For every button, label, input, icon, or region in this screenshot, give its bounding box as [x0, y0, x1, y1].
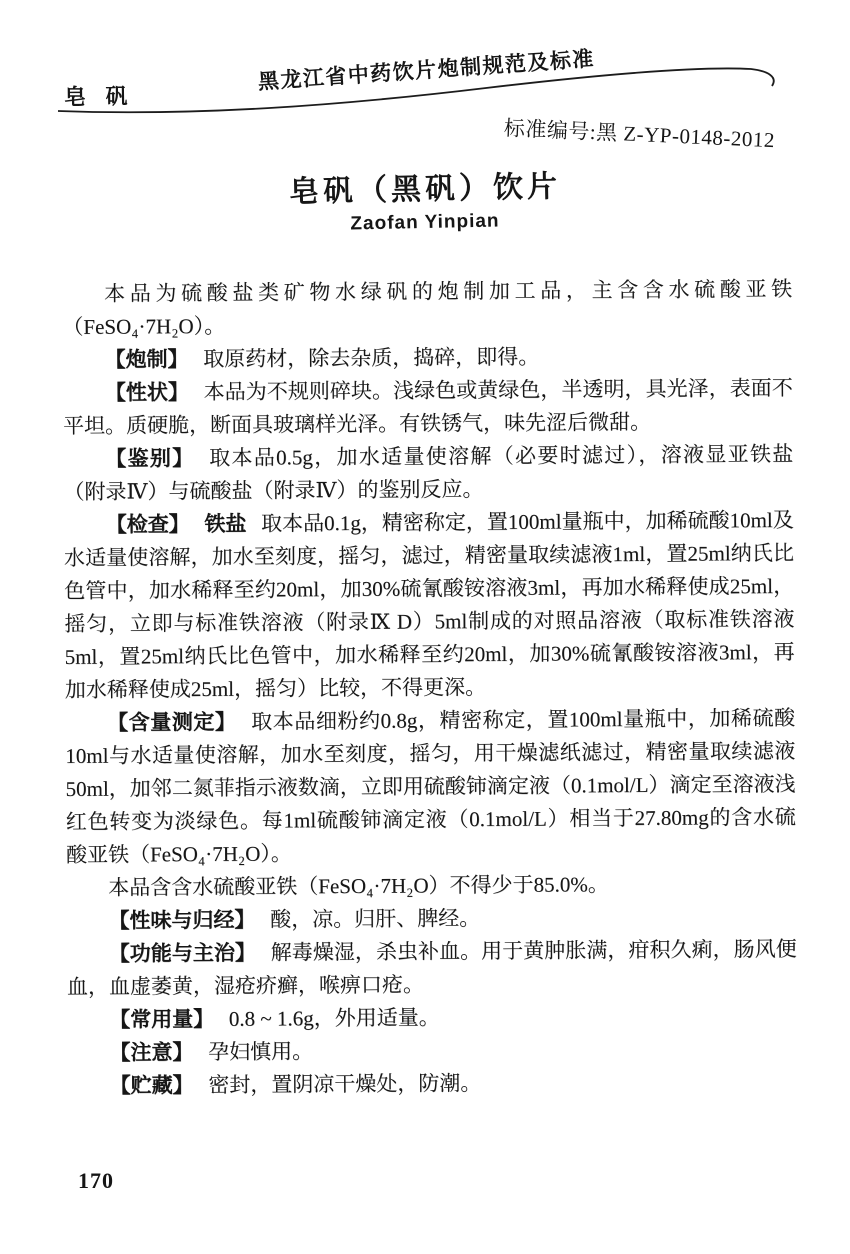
section-xingwei-guijing — [66, 900, 796, 938]
section-label-gongneng-zhuzhi: 【功能与主治】 — [108, 940, 257, 966]
content-limit-text: 本品含含水硫酸亚铁（FeSO₄·7H₂O）不得少于85.0%。 — [108, 872, 609, 900]
running-head-book-title: 黑龙江省中药饮片炮制规范及标准 — [257, 46, 596, 94]
section-label-zhucang: 【贮藏】 — [109, 1073, 194, 1098]
section-gongneng-zhuzhi — [67, 933, 797, 1004]
section-text-jiancha: 取本品0.1g，精密称定，置100ml量瓶中，加稀硫酸10ml及水适量使溶解，加水至刻度，摇匀，滤过，精密量取续滤液1ml，置25ml纳氏比色管中，加水稀释至约20ml，加30%硫氰酸铵溶液3ml，再加水稀释使成25ml，摇匀，立即与标准铁溶液（附录Ⅸ D）5ml制成的对照品溶液（取标准铁溶液5ml，置25ml纳氏比色管中，加水稀释至约20ml，加30%硫氰酸铵溶液3ml，再加水稀释使成25ml，摇匀）比较，不得更深。 — [63, 507, 795, 702]
section-label-hanliang-ceding: 【含量测定】 — [107, 709, 237, 735]
section-label-jianbie: 【鉴别】 — [105, 446, 195, 471]
section-changyongliang — [67, 999, 797, 1037]
section-label-xingzhuang: 【性状】 — [104, 380, 190, 405]
section-label-changyongliang: 【常用量】 — [109, 1006, 215, 1032]
section-jiancha — [64, 504, 795, 707]
document-title: 皂矾（黑矾）饮片 — [288, 170, 562, 209]
section-jianbie — [63, 438, 793, 509]
page-number: 170 — [78, 1168, 114, 1193]
standard-number: 标准编号:黑 Z-YP-0148-2012 — [503, 116, 776, 153]
section-paozhi — [62, 339, 792, 377]
section-zhucang — [68, 1065, 798, 1103]
section-text-xingzhuang: 本品为不规则碎块。浅绿色或黄绿色，半透明，具光泽，表面不平坦。质硬脆，断面具玻璃样光泽。有铁锈气，味先涩后微甜。 — [62, 375, 793, 438]
section-label-zhuyi: 【注意】 — [109, 1040, 194, 1065]
intro-paragraph — [62, 273, 792, 344]
section-xingzhuang — [63, 372, 793, 443]
section-text-zhucang: 密封，置阴凉干燥处，防潮。 — [208, 1071, 482, 1097]
document-body — [62, 273, 798, 1103]
section-label-xingwei-guijing: 【性味与归经】 — [108, 907, 256, 933]
section-label-paozhi: 【炮制】 — [104, 347, 189, 372]
section-text-jianbie: 取本品0.5g，加水适量使溶解（必要时滤过），溶液显亚铁盐（附录Ⅳ）与硫酸盐（附录Ⅳ）的鉴别反应。 — [63, 441, 794, 504]
content-limit-paragraph — [66, 867, 796, 905]
section-label-jiancha: 【检查】 — [105, 512, 190, 537]
section-text-xingwei-guijing: 酸，凉。归肝、脾经。 — [270, 906, 481, 932]
section-hanliang-ceding — [65, 702, 796, 872]
section-text-paozhi: 取原药材，除去杂质，捣碎，即得。 — [203, 344, 540, 372]
section-text-hanliang-ceding: 取本品细粉约0.8g，精密称定，置100ml量瓶中，加稀硫酸10ml与水适量使溶解，加水至刻度，摇匀，用干燥滤纸滤过，精密量取续滤液50ml，加邻二氮菲指示液数滴，立即用硫酸铈滴定液（0.1mol/L）滴定至溶液浅红色转变为淡绿色。每1ml硫酸铈滴定液（0.1mol/L）相当于27.80mg的含水硫酸亚铁（FeSO₄·7H₂O）。 — [65, 705, 796, 867]
document-title-pinyin: Zaofan Yinpian — [350, 210, 500, 235]
intro-text: 本品为硫酸盐类矿物水绿矾的炮制加工品，主含含水硫酸亚铁（FeSO₄·7H₂O）。 — [62, 276, 793, 339]
header-rule-line — [56, 58, 796, 122]
section-text-gongneng-zhuzhi: 解毒燥湿，杀虫补血。用于黄肿胀满，疳积久痢，肠风便血，血虚萎黄，湿疮疥癣，喉痹口疮。 — [66, 936, 797, 999]
section-text-zhuyi: 孕妇慎用。 — [208, 1039, 314, 1064]
section-subhead-tieyan: 铁盐 — [204, 511, 247, 537]
section-text-changyongliang: 0.8 ~ 1.6g，外用适量。 — [228, 1005, 440, 1031]
section-zhuyi — [67, 1032, 797, 1070]
running-head-drug-name: 皂 矾 — [63, 83, 135, 110]
